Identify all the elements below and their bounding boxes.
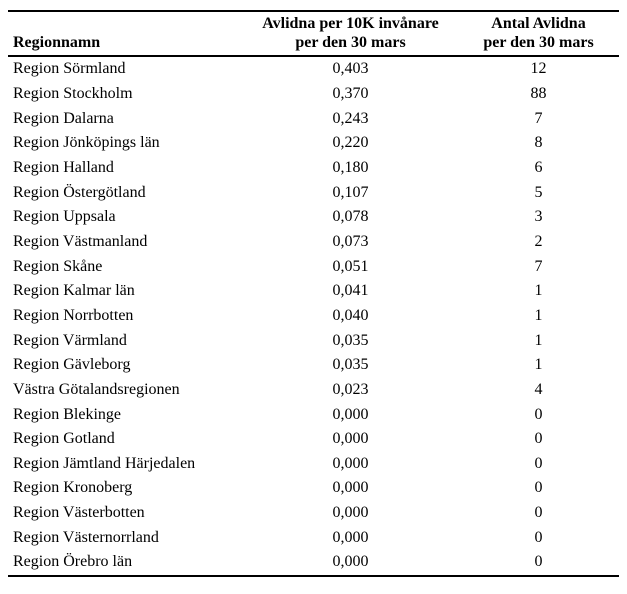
cell-region-name: Region Västernorrland [13,528,159,546]
cell-per-10k: 0,243 [332,109,369,127]
cell-region-name: Region Örebro län [8,550,243,576]
cell-antal: 4 [534,380,543,398]
table-row [8,279,619,304]
cell-region-name: Region Halland [13,158,114,176]
table-row [8,501,619,526]
header-avlidna-per-10k [243,11,458,56]
cell-per-10k: 0,023 [332,380,369,398]
table-row [8,180,619,205]
cell-antal: 0 [534,479,543,497]
table-row [8,254,619,279]
cell-antal: 0 [534,405,543,423]
table-row [8,230,619,255]
cell-per-10k: 0,000 [332,430,369,448]
table-row [8,56,619,82]
cell-region-name: Region Östergötland [13,183,146,201]
cell-per-10k: 0,403 [332,60,369,78]
header-antal-avlidna-line1: Antal Avlidna [491,15,586,32]
cell-region-name: Region Västerbotten [13,504,145,522]
header-avlidna-per-10k-line2: per den 30 mars [295,34,406,51]
cell-region-name: Region Jönköpings län [13,134,160,152]
table-row [8,550,619,576]
header-regionnamn [8,11,243,56]
cell-antal: 7 [534,257,543,275]
cell-region-name: Region Sörmland [13,60,126,78]
header-avlidna-per-10k-line1: Avlidna per 10K invånare [262,15,439,32]
cell-per-10k: 0,000 [332,504,369,522]
cell-per-10k: 0,000 [243,550,458,576]
table-row [8,353,619,378]
header-antal-avlidna [458,11,619,56]
cell-antal: 0 [534,430,543,448]
cell-region-name: Region Blekinge [13,405,121,423]
cell-per-10k: 0,000 [332,405,369,423]
cell-antal: 1 [534,282,543,300]
table-row [8,402,619,427]
cell-antal: 2 [534,232,543,250]
cell-antal: 1 [534,331,543,349]
cell-region-name: Region Västmanland [13,232,148,250]
table-row [8,156,619,181]
table-row [8,525,619,550]
table-header-row [8,11,619,56]
cell-per-10k: 0,041 [332,282,369,300]
cell-antal: 7 [534,109,543,127]
table-row [8,106,619,131]
cell-antal: 1 [534,306,543,324]
cell-antal: 0 [534,504,543,522]
cell-per-10k: 0,078 [332,208,369,226]
cell-per-10k: 0,000 [332,528,369,546]
cell-antal: 1 [534,356,543,374]
cell-antal: 0 [534,528,543,546]
table-row [8,131,619,156]
cell-region-name: Region Värmland [13,331,127,349]
table-row [8,82,619,107]
cell-antal: 0 [534,454,543,472]
cell-per-10k: 0,180 [332,158,369,176]
table-row [8,205,619,230]
cell-region-name: Region Stockholm [13,84,133,102]
cell-per-10k: 0,035 [332,356,369,374]
cell-per-10k: 0,370 [332,84,369,102]
cell-antal: 6 [534,158,543,176]
cell-antal: 0 [458,550,619,576]
cell-per-10k: 0,051 [332,257,369,275]
table-row [8,452,619,477]
table-row [8,328,619,353]
cell-antal: 88 [530,84,547,102]
cell-per-10k: 0,073 [332,232,369,250]
table-row [8,378,619,403]
cell-per-10k: 0,107 [332,183,369,201]
cell-per-10k: 0,000 [332,454,369,472]
cell-per-10k: 0,040 [332,306,369,324]
regions-table [8,10,619,577]
cell-region-name: Region Kalmar län [13,282,135,300]
cell-region-name: Region Skåne [13,257,103,275]
cell-antal: 5 [534,183,543,201]
cell-region-name: Region Gotland [13,430,115,448]
cell-antal: 12 [530,60,547,78]
cell-per-10k: 0,220 [332,134,369,152]
cell-region-name: Region Jämtland Härjedalen [13,454,196,472]
cell-antal: 8 [534,134,543,152]
header-regionnamn-label: Regionnamn [13,34,101,51]
cell-antal: 3 [534,208,543,226]
cell-region-name: Region Kronoberg [13,479,133,497]
cell-region-name: Region Norrbotten [13,306,134,324]
cell-region-name: Region Dalarna [13,109,114,127]
cell-region-name: Västra Götalandsregionen [13,380,180,398]
cell-per-10k: 0,000 [332,479,369,497]
table-row [8,476,619,501]
table-body [8,56,619,576]
cell-per-10k: 0,035 [332,331,369,349]
header-antal-avlidna-line2: per den 30 mars [483,34,594,51]
table-row [8,427,619,452]
cell-region-name: Region Gävleborg [13,356,131,374]
table-row [8,304,619,329]
cell-region-name: Region Uppsala [13,208,116,226]
